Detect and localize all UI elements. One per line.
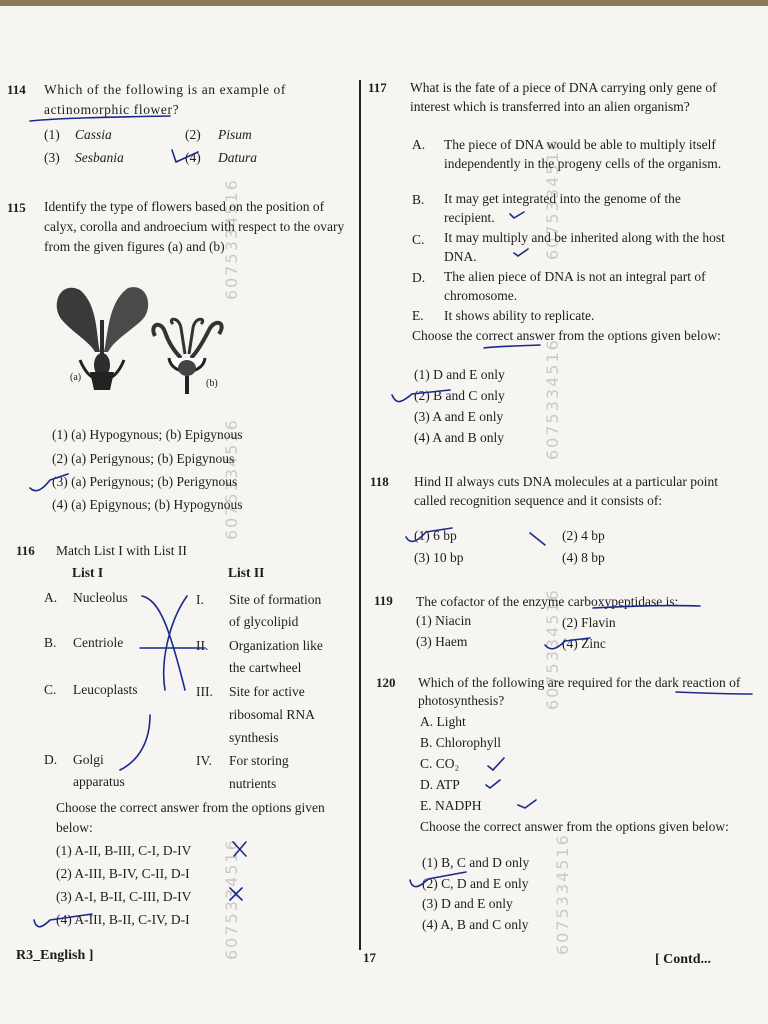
option: (2) (a) Perigynous; (b) Epigynous <box>52 451 235 466</box>
option: (3) Haem <box>416 634 468 649</box>
list-item-text: Site for active <box>229 684 305 699</box>
statement-label: B. <box>412 192 425 207</box>
option: (1) B, C and D only <box>422 855 530 870</box>
question-text: Match List I with List II <box>56 543 187 558</box>
watermark: 6075334516 <box>543 138 562 260</box>
option: (2) B and C only <box>414 388 505 403</box>
list-item-label: IV. <box>196 753 212 768</box>
list-item-label: D. <box>44 752 58 767</box>
option-text: Datura <box>218 150 258 165</box>
statement-text: It may get integrated into the genome of the recipient. <box>444 191 681 225</box>
option-label: (2) <box>185 127 201 142</box>
statement-text: It may multiply and be inherited along with the host DNA. <box>444 230 725 264</box>
option: (3) 10 bp <box>414 550 464 565</box>
list-item-text: Centriole <box>73 635 124 650</box>
statement-label: D. <box>412 270 426 285</box>
statement-label: C. <box>412 232 425 247</box>
option: (4) A, B and C only <box>422 917 529 932</box>
list-item-text: Nucleolus <box>73 590 128 605</box>
option: (3) (a) Perigynous; (b) Perigynous <box>52 474 238 489</box>
question-number: 118 <box>370 474 389 489</box>
statement-text: The alien piece of DNA is not an integral part of chromosome. <box>444 269 706 303</box>
option: (4) A-III, B-II, C-IV, D-I <box>56 912 190 927</box>
list-item-label: A. <box>44 590 58 605</box>
option: (3) A-I, B-II, C-III, D-IV <box>56 889 192 904</box>
watermark: 6075334516 <box>222 178 241 300</box>
question-text: Which of the following is an example of actinomorphic flower? <box>44 82 286 117</box>
list-item-text: Organization like <box>229 638 323 653</box>
statement: E. NADPH <box>420 798 482 813</box>
list-item-text: the cartwheel <box>229 660 302 675</box>
option: (3) A and E only <box>414 409 504 424</box>
list-item-label: III. <box>196 684 213 699</box>
statement-label: A. <box>412 137 426 152</box>
list-item-label: B. <box>44 635 57 650</box>
list-item-text: synthesis <box>229 730 279 745</box>
option: (4) 8 bp <box>562 550 605 565</box>
option: (2) A-III, B-IV, C-II, D-I <box>56 866 190 881</box>
option: (2) Flavin <box>562 615 616 630</box>
watermark: 6075334516 <box>222 838 241 960</box>
statement-text: It shows ability to replicate. <box>444 308 595 323</box>
statement: A. Light <box>420 714 466 729</box>
option: (1) (a) Hypogynous; (b) Epigynous <box>52 427 243 442</box>
option: (4) Zinc <box>562 636 606 651</box>
option-label: (4) <box>185 150 201 165</box>
option: (1) A-II, B-III, C-I, D-IV <box>56 843 192 858</box>
list-item-text: For storing <box>229 753 289 768</box>
option: (2) 4 bp <box>562 528 605 543</box>
question-number: 114 <box>7 82 26 97</box>
list-item-label: I. <box>196 592 204 607</box>
question-text: The cofactor of the enzyme carboxypeptidase is: <box>416 594 679 609</box>
option: (1) D and E only <box>414 367 505 382</box>
option-text: Sesbania <box>75 150 124 165</box>
list-item-text: ribosomal RNA <box>229 707 315 722</box>
option: (1) 6 bp <box>414 528 457 543</box>
question-number: 117 <box>368 80 387 95</box>
statement: B. Chlorophyll <box>420 735 502 750</box>
page-number: 17 <box>363 950 376 965</box>
watermark: 6075334516 <box>222 418 241 540</box>
question-text: Which of the following are required for the dark reaction of photosynthesis? <box>418 675 741 708</box>
watermark: 6075334516 <box>553 833 572 955</box>
statement-label: E. <box>412 308 424 323</box>
list-heading: List II <box>228 565 265 580</box>
option: (4) (a) Epigynous; (b) Hypogynous <box>52 497 243 512</box>
statement-text: The piece of DNA would be able to multiply itself independently in the progeny cells of the organism. <box>444 137 722 171</box>
option-text: Cassia <box>75 127 112 142</box>
figure-label-a: (a) <box>70 372 82 383</box>
question-number: 116 <box>16 543 35 558</box>
question-text: Identify the type of flowers based on the position of calyx, corolla and androecium with respect to the ovary from the given figures (a) and (b) <box>44 199 345 254</box>
option-text: Pisum <box>218 127 252 142</box>
option: (1) Niacin <box>416 613 472 628</box>
question-number: 120 <box>376 675 396 690</box>
option: (3) D and E only <box>422 896 513 911</box>
statement: C. CO₂ <box>420 756 460 771</box>
list-item-text: Site of formation <box>229 592 322 607</box>
instruction-text: Choose the correct answer from the options given below: <box>412 328 721 343</box>
list-item-text: nutrients <box>229 776 277 791</box>
watermark: 6075334516 <box>543 338 562 460</box>
list-item-text: of glycolipid <box>229 614 299 629</box>
figure-label-b: (b) <box>206 378 218 389</box>
list-item-text: Golgi <box>73 752 104 767</box>
option: (4) A and B only <box>414 430 504 445</box>
list-item-label: II. <box>196 638 209 653</box>
list-item-label: C. <box>44 682 57 697</box>
continued-note: [ Contd... <box>655 952 712 967</box>
instruction-text: Choose the correct answer from the options given below: <box>420 819 729 834</box>
list-heading: List I <box>72 565 104 580</box>
watermark: 6075334516 <box>543 588 562 710</box>
question-text: What is the fate of a piece of DNA carrying only gene of interest which is transferred into an alien organism? <box>410 80 717 114</box>
statement: D. ATP <box>420 777 460 792</box>
option-label: (1) <box>44 127 60 142</box>
instruction-text: Choose the correct answer from the options given below: <box>56 800 325 835</box>
list-item-text: apparatus <box>73 774 125 789</box>
option: (2) C, D and E only <box>422 876 529 891</box>
list-item-text: Leucoplasts <box>73 682 138 697</box>
question-number: 119 <box>374 593 393 608</box>
paper-code: R3_English ] <box>16 948 94 963</box>
question-number: 115 <box>7 200 26 215</box>
question-text: Hind II always cuts DNA molecules at a particular point called recognition sequence and it consists of: <box>414 474 719 508</box>
option-label: (3) <box>44 150 60 165</box>
